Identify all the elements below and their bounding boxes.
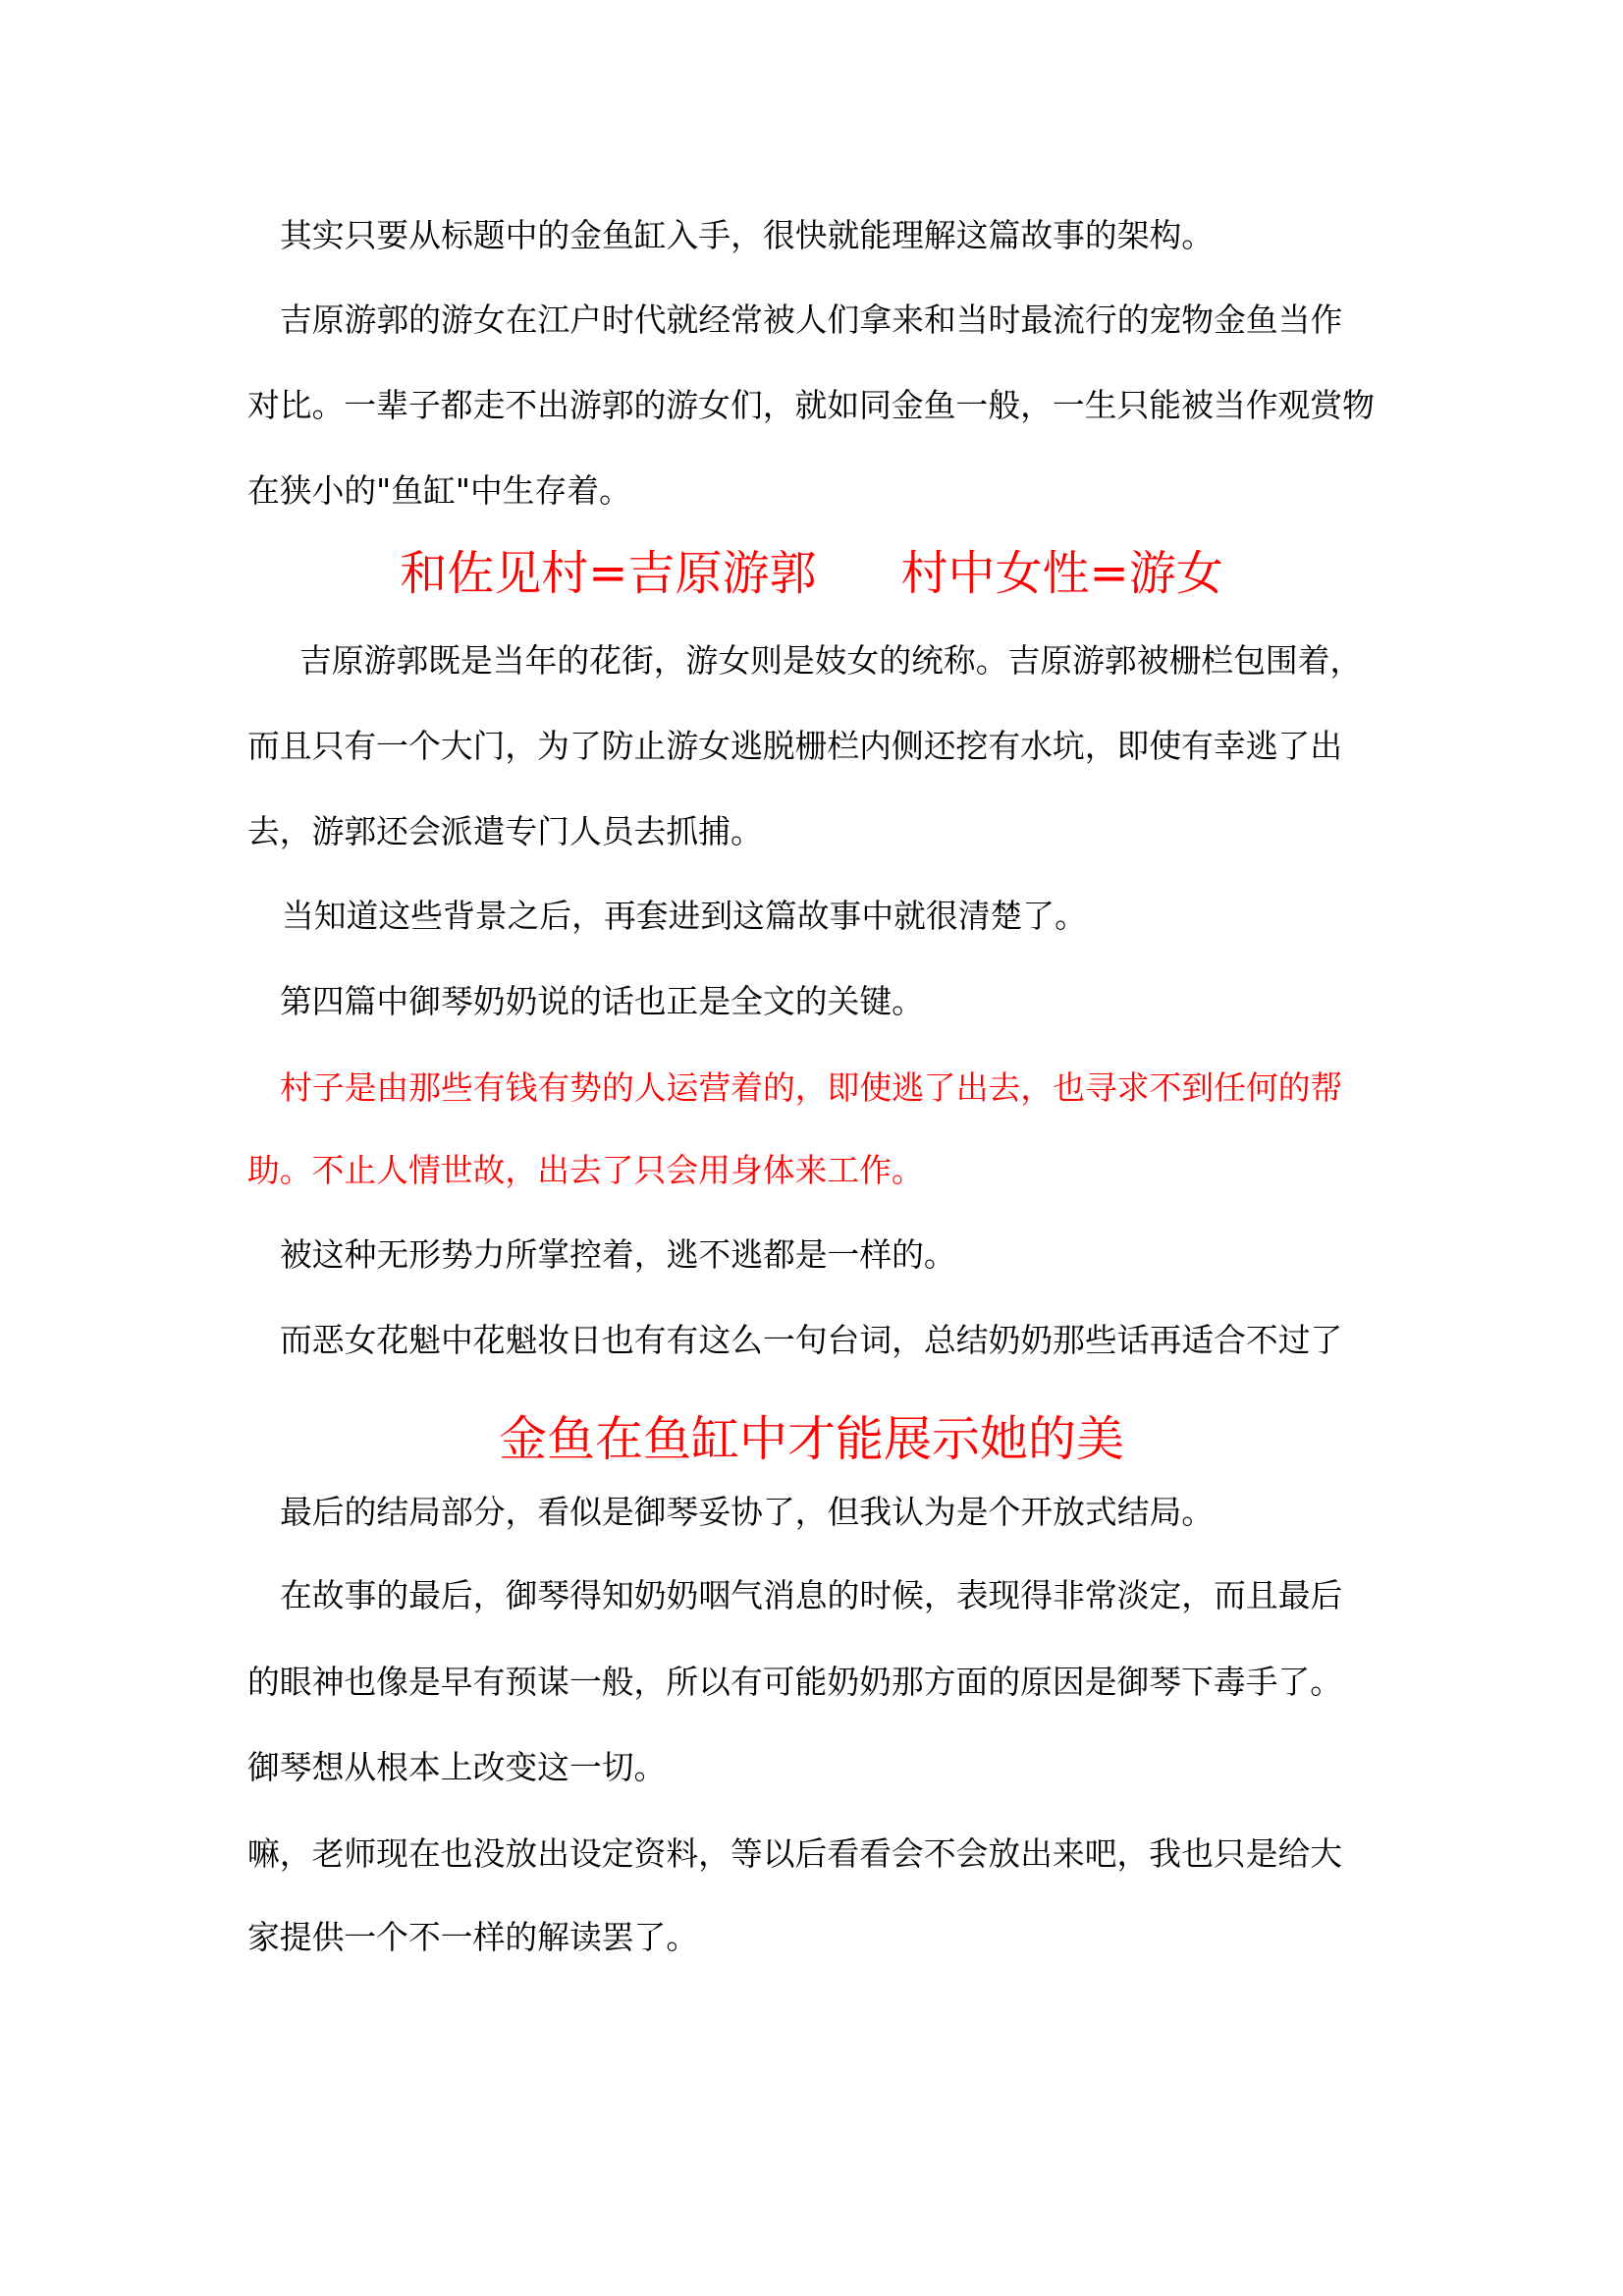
section-heading: 金鱼在鱼缸中才能展示她的美 (498, 1411, 1124, 1467)
paragraph-line: 第四篇中御琴奶奶说的话也正是全文的关键。 (280, 983, 924, 1020)
highlighted-quote-line: 村子是由那些有钱有势的人运营着的，即使逃了出去，也寻求不到任何的帮 (280, 1069, 1343, 1107)
paragraph-line: 吉原游郭的游女在江户时代就经常被人们拿来和当时最流行的宠物金鱼当作 (280, 301, 1343, 339)
heading-right-equation: 村中女性=游女 (900, 546, 1223, 601)
paragraph-line: 的眼神也像是早有预谋一般，所以有可能奶奶那方面的原因是御琴下毒手了。 (247, 1664, 1343, 1701)
section-heading (0, 546, 1623, 601)
paragraph-line: 吉原游郭既是当年的花街，游女则是妓女的统称。吉原游郭被栅栏包围着， (299, 642, 1363, 680)
highlighted-quote-line: 助。不止人情世故，出去了只会用身体来工作。 (247, 1152, 924, 1189)
paragraph-line: 对比。一辈子都走不出游郭的游女们，就如同金鱼一般，一生只能被当作观赏物 (247, 387, 1375, 424)
paragraph-line: 在故事的最后，御琴得知奶奶咽气消息的时候，表现得非常淡定，而且最后 (280, 1577, 1343, 1614)
paragraph-line: 御琴想从根本上改变这一切。 (247, 1749, 667, 1786)
paragraph-line: 去，游郭还会派遣专门人员去抓捕。 (247, 813, 763, 850)
paragraph-line: 最后的结局部分，看似是御琴妥协了，但我认为是个开放式结局。 (280, 1494, 1215, 1531)
paragraph-line: 而且只有一个大门，为了防止游女逃脱栅栏内侧还挖有水坑，即使有幸逃了出 (247, 728, 1343, 765)
paragraph-line: 被这种无形势力所掌控着，逃不逃都是一样的。 (280, 1236, 956, 1274)
paragraph-line: 在狭小的"鱼缸"中生存着。 (247, 472, 631, 510)
paragraph-line: 而恶女花魁中花魁妆日也有有这么一句台词，总结奶奶那些话再适合不过了 (280, 1322, 1343, 1359)
paragraph-line: 其实只要从标题中的金鱼缸入手，很快就能理解这篇故事的架构。 (280, 217, 1215, 254)
paragraph-line: 当知道这些背景之后，再套进到这篇故事中就很清楚了。 (282, 898, 1087, 935)
paragraph-line: 家提供一个不一样的解读罢了。 (247, 1919, 699, 1956)
paragraph-line: 嘛，老师现在也没放出设定资料，等以后看看会不会放出来吧，我也只是给大 (247, 1835, 1343, 1873)
heading-left-equation: 和佐见村=吉原游郭 (400, 546, 817, 601)
